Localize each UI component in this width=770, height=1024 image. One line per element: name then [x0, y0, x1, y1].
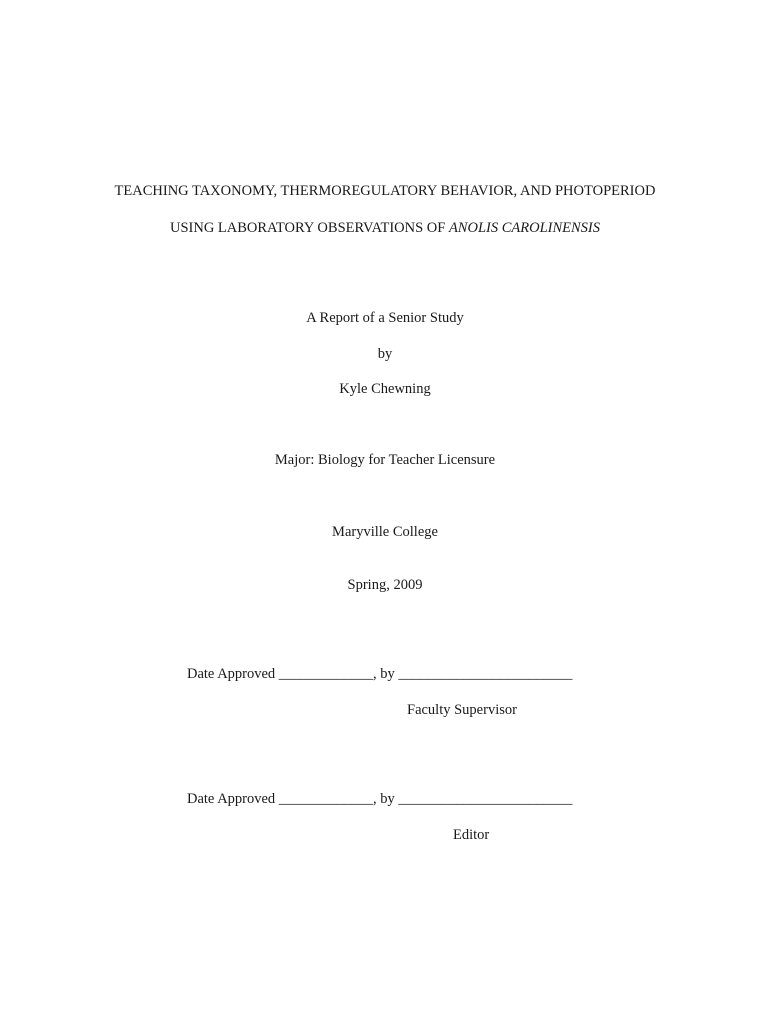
- title-line-1-text: TEACHING TAXONOMY, THERMOREGULATORY BEHAVIOR, AND PHOTOPERIOD: [114, 183, 656, 199]
- approval-role-faculty: [407, 703, 517, 718]
- institution-text: Maryville College: [332, 524, 438, 540]
- title-line-1: [0, 184, 770, 199]
- major: [0, 453, 770, 468]
- author-name: [0, 382, 770, 397]
- report-subtitle-text: A Report of a Senior Study: [306, 310, 464, 326]
- title-line-2-prefix: USING LABORATORY OBSERVATIONS OF: [169, 220, 449, 236]
- approval-line-faculty: [187, 667, 572, 682]
- by-line: [0, 347, 770, 362]
- title-line-2: [0, 221, 770, 236]
- report-subtitle: [0, 311, 770, 326]
- by-text: by: [377, 346, 393, 362]
- approval-line-editor-text: Date Approved _____________, by ________________________: [187, 791, 573, 807]
- term-text: Spring, 2009: [347, 577, 423, 593]
- institution: [0, 525, 770, 540]
- author-name-text: Kyle Chewning: [339, 381, 431, 397]
- faculty-supervisor-label: Faculty Supervisor: [407, 702, 517, 718]
- editor-label: Editor: [453, 827, 490, 843]
- major-text: Major: Biology for Teacher Licensure: [274, 452, 496, 468]
- approval-role-editor: [453, 828, 489, 843]
- species-name: ANOLIS CAROLINENSIS: [448, 220, 600, 236]
- term: [0, 578, 770, 593]
- approval-line-faculty-text: Date Approved _____________, by ________________________: [187, 666, 573, 682]
- approval-line-editor: [187, 792, 572, 807]
